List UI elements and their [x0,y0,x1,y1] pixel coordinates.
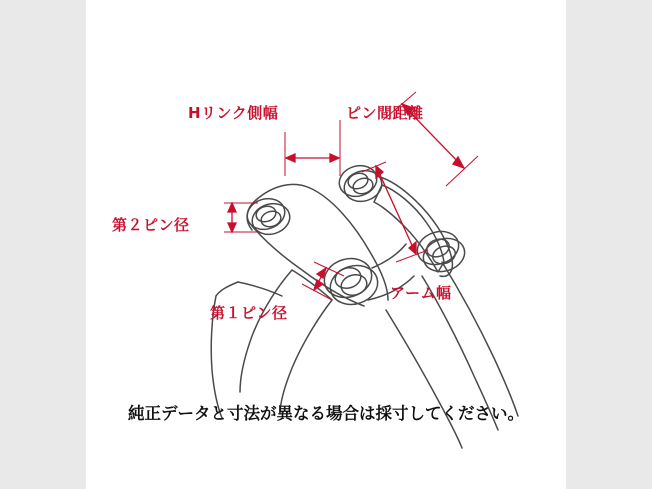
right-letterbox-band [566,0,652,489]
label-pin-to-pin-distance: ピン間距離 [346,104,424,122]
left-letterbox-band [0,0,86,489]
label-h-link-width: Hリンク側幅 [188,104,279,122]
label-second-pin-diameter: 第２ピン径 [112,216,190,234]
diagram-canvas [86,0,566,489]
label-first-pin-diameter: 第１ピン径 [210,304,288,322]
label-arm-width: アーム幅 [390,284,452,302]
h-link-width-dimension [285,120,340,176]
diagram-caption: 純正データと寸法が異なる場合は採寸してください。 [128,404,524,423]
